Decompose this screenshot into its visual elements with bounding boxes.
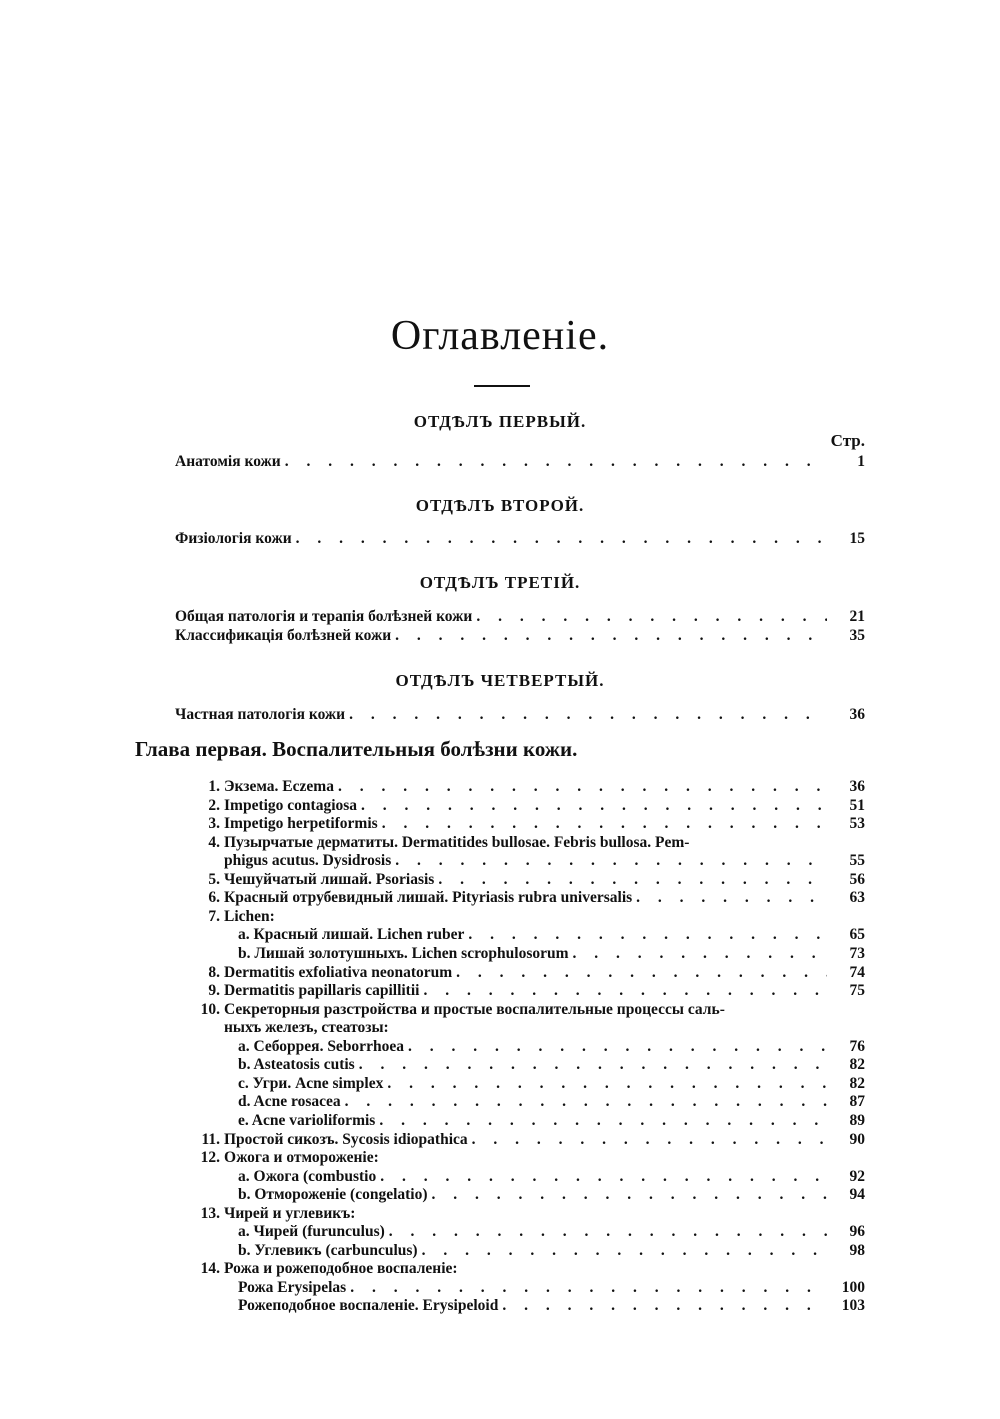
chapter-entry [190, 945, 865, 963]
entry-page: 92 [849, 1167, 865, 1185]
chapter-entry [190, 1149, 865, 1167]
entry-number: 12. [200, 1149, 220, 1166]
entry-text: Красный отрубевидный лишай. Pityriasis rubra universalis [224, 889, 633, 907]
toc-entry [175, 453, 865, 471]
chapter-entry [190, 815, 865, 833]
chapter-entry [190, 964, 865, 982]
entry-text: Чирей и углевикъ: [224, 1204, 356, 1222]
entry-text: Impetigo herpetiformis [224, 815, 378, 833]
entry-number: 1. [208, 778, 220, 795]
entry-text: a. Красный лишай. Lichen ruber [238, 926, 465, 944]
chapter-entry [190, 797, 865, 815]
entry-text: phigus acutus. Dysidrosis [224, 852, 392, 870]
leader-dots [387, 1075, 827, 1093]
entry-page: 96 [849, 1223, 865, 1241]
chapter-entry [190, 834, 865, 852]
entry-number: 8. [208, 963, 220, 981]
chapter-entry [190, 1297, 865, 1315]
entry-number: 2. [208, 796, 220, 814]
chapter-entry [190, 871, 865, 889]
entry-number: 11. [201, 1130, 220, 1148]
leader-dots [422, 1242, 827, 1260]
entry-text: ныхъ железъ, стеатозы: [224, 1019, 389, 1037]
leader-dots [379, 1112, 827, 1130]
chapter-entry [190, 1279, 865, 1297]
leader-dots [285, 453, 827, 471]
entry-page: 89 [849, 1111, 865, 1129]
entry-text: Частная патологія кожи [175, 706, 346, 723]
chapter-entry [190, 1056, 865, 1074]
entry-text: b. Asteatosis cutis [238, 1056, 355, 1074]
entry-page: 75 [849, 982, 865, 999]
leader-dots [349, 706, 827, 724]
entry-text: Секреторныя разстройства и простые воспалительные процессы саль- [224, 1000, 725, 1018]
entry-page: 82 [849, 1074, 865, 1092]
entry-text: a. Себоррея. Seborrhoea [238, 1037, 404, 1055]
chapter-entry [190, 889, 865, 907]
chapter-entry [190, 1186, 865, 1204]
entry-text: Dermatitis papillaris capillitii [224, 982, 420, 999]
chapter-entry [190, 1131, 865, 1149]
chapter-entry [190, 1038, 865, 1056]
entry-page: 56 [849, 870, 865, 888]
entry-page: 87 [849, 1093, 865, 1111]
chapter-entry [190, 1001, 865, 1019]
entry-text: b. Углевикъ (carbunculus) [238, 1241, 418, 1259]
chapter-entry [190, 1093, 865, 1111]
entry-number: 7. [208, 907, 220, 925]
entry-page: 21 [849, 608, 865, 625]
part-4-heading: ОТДѢЛЪ ЧЕТВЕРТЫЙ. [395, 671, 605, 690]
leader-dots [472, 1131, 827, 1149]
entry-number: 14. [200, 1260, 220, 1278]
chapter-entry [190, 926, 865, 944]
page-title: Оглавленіе. [390, 313, 610, 359]
leader-dots [408, 1038, 827, 1056]
entry-page: 76 [849, 1037, 865, 1055]
leader-dots [573, 945, 827, 963]
entry-page: 73 [849, 945, 865, 962]
entry-page: 90 [849, 1130, 865, 1148]
entry-page: 36 [849, 706, 865, 723]
entry-text: e. Acne varioliformis [238, 1111, 376, 1129]
entry-text: Рожа и рожеподобное воспаленіе: [224, 1260, 458, 1278]
leader-dots [456, 964, 827, 982]
leader-dots [395, 627, 827, 645]
leader-dots [476, 608, 827, 626]
entry-text: c. Угри. Acne simplex [238, 1074, 384, 1092]
chapter-entry [190, 908, 865, 926]
entry-page: 74 [849, 963, 865, 981]
entry-text: a. Чирей (furunculus) [238, 1223, 385, 1241]
entry-text: Lichen: [224, 907, 275, 925]
entry-page: 63 [849, 889, 865, 907]
entry-number: 13. [200, 1204, 220, 1222]
entry-text: Рожеподобное воспаленіе. Erysipeloid [238, 1297, 499, 1315]
entry-text: Общая патологія и терапія болѣзней кожи [175, 608, 473, 625]
entry-text: Пузырчатые дерматиты. Dermatitides bullosae. Febris bullosa. Pem- [224, 833, 690, 851]
entry-text: Классификація болѣзней кожи [175, 627, 392, 644]
toc-entry [175, 627, 865, 645]
chapter-entry [190, 852, 865, 870]
entry-text: Экзема. Eczema [224, 778, 334, 795]
entry-page: 53 [849, 815, 865, 833]
part-3-heading: ОТДѢЛЪ ТРЕТІЙ. [419, 573, 581, 592]
leader-dots [438, 871, 827, 889]
entry-page: 100 [841, 1278, 865, 1296]
entry-page: 98 [849, 1241, 865, 1259]
title-rule [474, 385, 530, 387]
toc-entry [175, 608, 865, 626]
entry-page: 103 [841, 1297, 865, 1315]
entry-text: Рожа Erysipelas [238, 1278, 347, 1296]
entry-text: Dermatitis exfoliativa neonatorum [224, 963, 453, 981]
leader-dots [345, 1093, 827, 1111]
leader-dots [395, 852, 827, 870]
entry-text: Ожога и отмороженіе: [224, 1149, 379, 1166]
chapter-entry [190, 1019, 865, 1037]
entry-page: 94 [849, 1186, 865, 1204]
entry-page: 55 [849, 852, 865, 870]
entry-page: 82 [849, 1056, 865, 1074]
part-1-heading: ОТДѢЛЪ ПЕРВЫЙ. [413, 412, 587, 431]
leader-dots [296, 530, 827, 548]
entry-page: 51 [849, 796, 865, 814]
entry-text: Чешуйчатый лишай. Psoriasis [224, 870, 435, 888]
chapter-entry [190, 778, 865, 796]
entry-number: 9. [208, 982, 220, 999]
entry-number: 4. [208, 833, 220, 851]
entry-text: Физіологія кожи [175, 530, 292, 547]
chapter-entry [190, 1223, 865, 1241]
entry-text: b. Лишай золотушныхъ. Lichen scrophulosorum [238, 945, 569, 962]
leader-dots [359, 1056, 827, 1074]
leader-dots [361, 797, 827, 815]
entry-number: 10. [200, 1000, 220, 1018]
entry-number: 3. [208, 815, 220, 833]
entry-page: 35 [849, 627, 865, 644]
leader-dots [636, 889, 827, 907]
leader-dots [468, 926, 827, 944]
chapter-entry [190, 1242, 865, 1260]
entry-text: Impetigo contagiosa [224, 796, 358, 814]
chapter-heading: Глава первая. Воспалительныя болѣзни кожи. [135, 737, 578, 761]
chapter-entry [190, 982, 865, 1000]
leader-dots [423, 982, 827, 1000]
page-column-label: Стр. [830, 431, 865, 450]
entry-text: d. Acne rosacea [238, 1093, 341, 1111]
chapter-entry [190, 1260, 865, 1278]
entry-text: a. Ожога (combustio [238, 1167, 377, 1185]
leader-dots [380, 1168, 827, 1186]
leader-dots [389, 1223, 827, 1241]
entry-page: 65 [849, 926, 865, 944]
leader-dots [502, 1297, 827, 1315]
toc-entry [175, 530, 865, 548]
leader-dots [350, 1279, 827, 1297]
entry-text: Простой сикозъ. Sycosis idiopathica [224, 1130, 468, 1148]
chapter-entry [190, 1168, 865, 1186]
entry-text: b. Отмороженіе (congelatio) [238, 1186, 428, 1204]
leader-dots [432, 1186, 827, 1204]
leader-dots [382, 815, 827, 833]
entry-number: 5. [208, 870, 220, 888]
entry-page: 36 [849, 778, 865, 795]
part-2-heading: ОТДѢЛЪ ВТОРОЙ. [415, 496, 585, 515]
chapter-entry [190, 1075, 865, 1093]
entry-page: 1 [857, 453, 865, 470]
chapter-entry [190, 1112, 865, 1130]
chapter-entry [190, 1205, 865, 1223]
entry-number: 6. [208, 889, 220, 907]
leader-dots [338, 778, 827, 796]
toc-entry [175, 706, 865, 724]
entry-text: Анатомія кожи [175, 453, 281, 470]
entry-page: 15 [849, 530, 865, 547]
